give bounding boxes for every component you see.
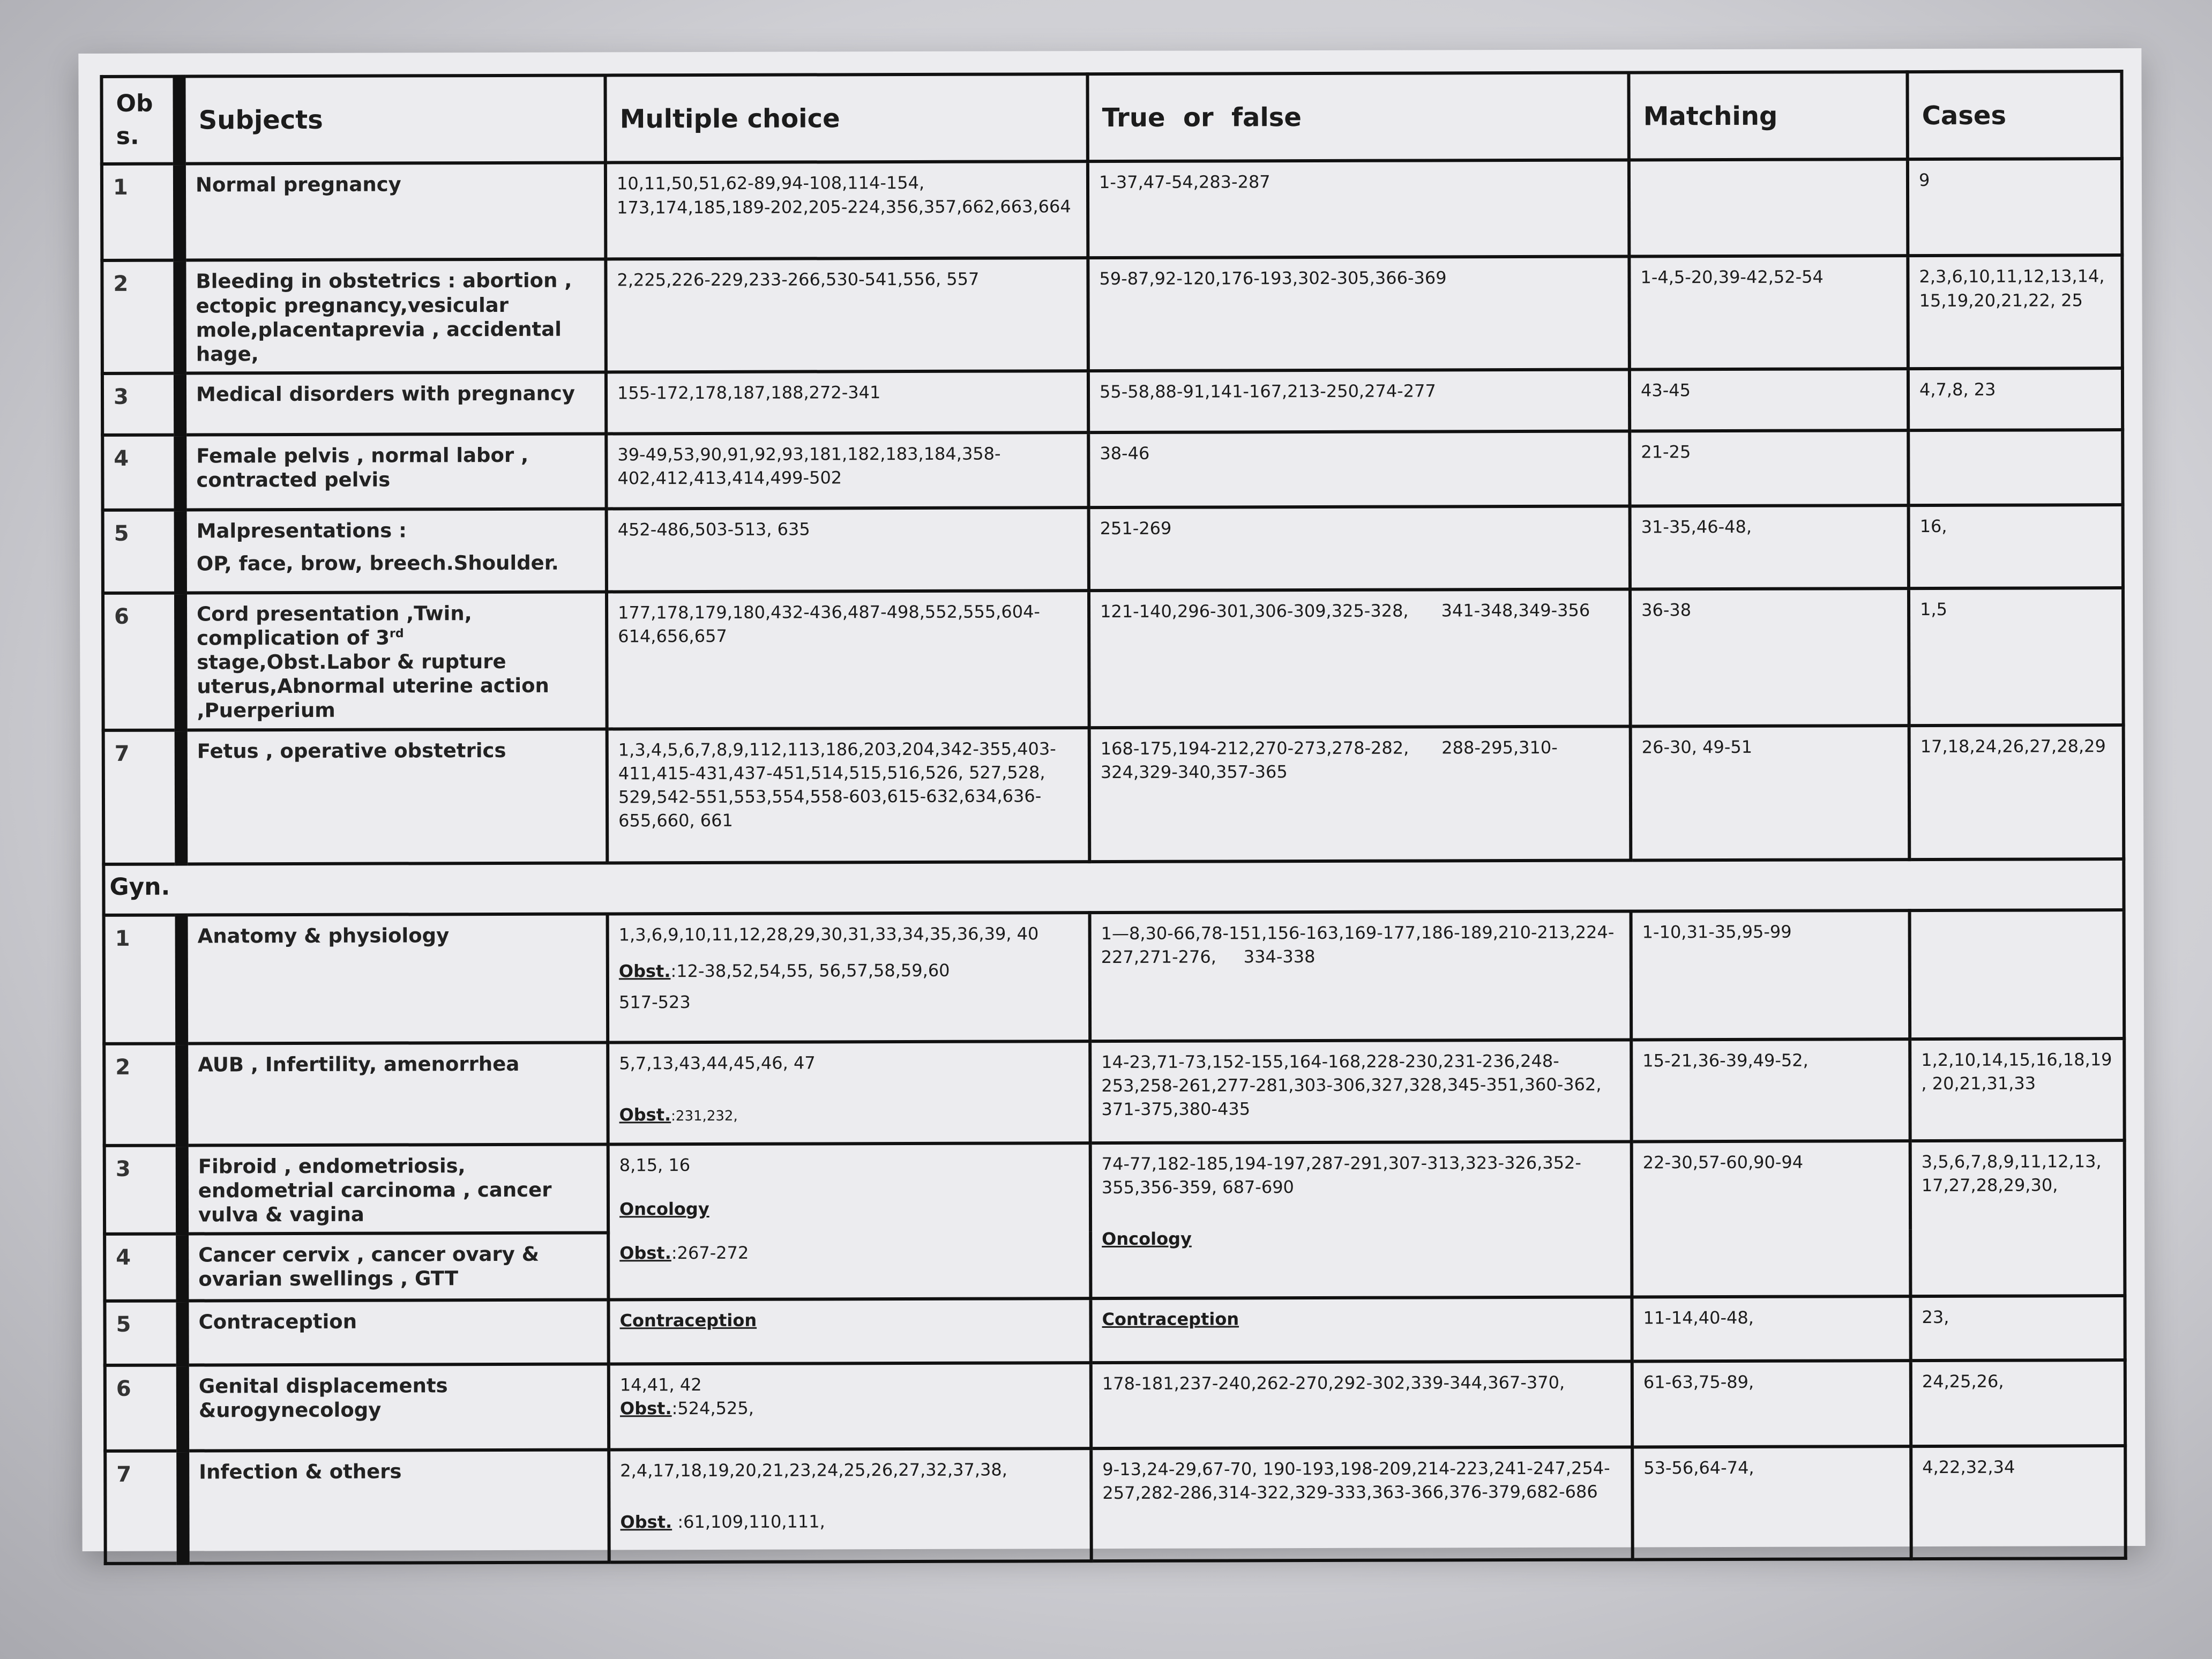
subject-cell — [181, 592, 607, 730]
matching-cell: 1-10,31-35,95-99 — [1631, 910, 1910, 1040]
tf-cell: 55-58,88-91,141-167,213-250,274-277 — [1088, 369, 1630, 432]
table-row — [105, 1446, 2126, 1564]
matching-cell: 21-25 — [1630, 430, 1908, 506]
subject-cell: AUB , Infertility, amenorrhea — [182, 1042, 608, 1145]
subject-cell: Normal pregnancy — [180, 163, 606, 260]
table-row — [103, 588, 2124, 730]
mcq-text: 1,3,6,9,10,11,12,28,29,30,31,33,34,35,36,39, 40 — [618, 923, 1039, 945]
subject-cell: Infection & others — [183, 1449, 609, 1563]
cases-cell: 1,2,10,14,15,16,18,19 , 20,21,31,33 — [1910, 1038, 2124, 1141]
subject-cell: Fibroid , endometriosis, endometrial carcinoma , cancer vulva & vagina — [182, 1144, 608, 1234]
subject-cell: Female pelvis , normal labor , contracted pelvis — [180, 434, 606, 510]
row-number: 5 — [104, 1301, 182, 1365]
obst-line — [620, 1509, 1080, 1534]
mcq-cell: 2,225,226-229,233-266,530-541,556, 557 — [606, 258, 1088, 372]
row-number: 6 — [105, 1365, 183, 1451]
mcq-cell — [608, 1041, 1090, 1144]
mcq-text: 2,4,17,18,19,20,21,23,24,25,26,27,32,37,38, — [620, 1459, 1007, 1481]
mcq-cell — [609, 1448, 1092, 1562]
table-row — [103, 505, 2123, 593]
subject-line: OP, face, brow, breech.Shoulder. — [196, 551, 559, 576]
tf-cell: 1—8,30-66,78-151,156-163,169-177,186-189,210-213,224-227,271-276, 334-338 — [1090, 911, 1632, 1041]
mcq-cell: 177,178,179,180,432-436,487-498,552,555,604-614,656,657 — [607, 591, 1089, 729]
header-mcq: Multiple choice — [605, 74, 1087, 163]
obst-values: :524,525, — [671, 1398, 754, 1419]
obst-label: Obst. — [619, 1398, 672, 1419]
matching-cell: 22-30,57-60,90-94 — [1632, 1141, 1911, 1297]
tf-cell — [1090, 1141, 1632, 1298]
table-row — [102, 368, 2123, 435]
spacer — [619, 1074, 1079, 1103]
matching-cell: 11-14,40-48, — [1632, 1296, 1910, 1361]
tf-cell: 38-46 — [1088, 431, 1630, 507]
obst-values: :12-38,52,54,55, 56,57,58,59,60 — [670, 960, 950, 981]
cases-cell: 17,18,24,26,27,28,29 — [1909, 725, 2124, 860]
obst-line — [619, 958, 1079, 983]
oncology-label: Oncology — [1102, 1228, 1192, 1249]
cases-cell — [1910, 910, 2125, 1039]
row-number: 4 — [104, 1234, 182, 1301]
mcq-cell: 39-49,53,90,91,92,93,181,182,183,184,358-402,412,413,414,499-502 — [606, 432, 1088, 509]
subject-cell: Contraception — [182, 1299, 608, 1365]
subject-cell: Anatomy & physiology — [182, 914, 608, 1043]
superscript: rd — [389, 627, 404, 641]
row-number: 5 — [103, 510, 181, 593]
table-row — [104, 1296, 2125, 1365]
gyn-section-label: Gyn. — [103, 864, 181, 915]
tf-cell: 168-175,194-212,270-273,278-282, 288-295,310-324,329-340,357-365 — [1089, 726, 1631, 862]
mcq-cell — [608, 1143, 1091, 1300]
tf-cell: 1-37,47-54,283-287 — [1088, 160, 1629, 258]
mcq-cell: 1,3,4,5,6,7,8,9,112,113,186,203,204,342-355,403-411,415-431,437-451,514,515,516,526, 527,528, 529,542-551,553,554,558-603,615-632,634,636-655,660, 661 — [607, 728, 1090, 863]
matching-cell — [1629, 160, 1908, 257]
cases-cell: 4,7,8, 23 — [1908, 368, 2123, 430]
row-number: 2 — [104, 1043, 182, 1145]
spacer — [619, 1220, 1079, 1241]
table-row — [102, 255, 2123, 373]
matching-cell: 43-45 — [1630, 369, 1908, 431]
header-obs: Obs. — [101, 77, 179, 165]
row-number: 1 — [102, 164, 180, 260]
subject-cell: Bleeding in obstetrics : abortion , ectopic pregnancy,vesicular mole,placentaprevia , accidental hage, — [180, 259, 606, 373]
subject-cell — [181, 509, 607, 593]
contraception-label: Contraception — [619, 1310, 757, 1331]
obst-values: :61,109,110,111, — [672, 1511, 825, 1533]
gyn-section-band — [181, 859, 2124, 915]
mcq-text: 5,7,13,43,44,45,46, 47 — [619, 1052, 816, 1073]
oncology-label: Oncology — [619, 1198, 709, 1220]
obst-values: :231,232, — [671, 1108, 738, 1124]
row-number: 1 — [104, 915, 182, 1043]
mcq-cell: 10,11,50,51,62-89,94-108,114-154, 173,174,185,189-202,205-224,356,357,662,663,664 — [606, 162, 1088, 259]
matching-cell: 53-56,64-74, — [1632, 1446, 1911, 1559]
table-row — [102, 159, 2122, 260]
obst-values: :267-272 — [671, 1242, 749, 1264]
subject-line: Malpresentations : — [196, 519, 407, 543]
subject-text: stage,Obst.Labor & rupture uterus,Abnormal uterine action ,Puerperium — [197, 650, 549, 722]
row-number: 7 — [105, 1451, 183, 1563]
cases-cell: 24,25,26, — [1911, 1360, 2125, 1446]
row-number: 2 — [102, 260, 180, 373]
tf-cell: 121-140,296-301,306-309,325-328, 341-348,349-356 — [1089, 589, 1631, 727]
matching-cell: 1-4,5-20,39-42,52-54 — [1629, 256, 1908, 370]
header-subjects: Subjects — [179, 75, 605, 164]
matching-cell: 61-63,75-89, — [1632, 1361, 1911, 1447]
mcq-text: 14,41, 42 — [619, 1374, 702, 1395]
subject-cell: Cancer cervix , cancer ovary & ovarian swellings , GTT — [182, 1232, 608, 1301]
tf-cell: 59-87,92-120,176-193,302-305,366-369 — [1088, 257, 1630, 371]
table-row — [104, 1038, 2124, 1146]
tf-cell: 9-13,24-29,67-70, 190-193,198-209,214-223,241-247,254-257,282-286,314-322,329-333,363-366,376-379,682-686 — [1091, 1447, 1633, 1561]
header-row — [101, 71, 2121, 164]
obst-label: Obst. — [618, 960, 671, 982]
cases-cell: 23, — [1910, 1296, 2125, 1361]
cases-cell — [1908, 430, 2123, 505]
obst-line — [619, 1240, 1079, 1265]
cases-cell: 3,5,6,7,8,9,11,12,13, 17,27,28,29,30, — [1910, 1140, 2125, 1296]
table-row — [105, 1360, 2125, 1451]
mcq-cell — [608, 913, 1090, 1042]
tf-cell — [1090, 1297, 1632, 1363]
obst-label: Obst. — [619, 1243, 671, 1264]
header-cases: Cases — [1907, 71, 2121, 159]
table-row — [103, 725, 2124, 864]
subject-cell: Fetus , operative obstetrics — [181, 729, 608, 864]
cases-cell: 16, — [1909, 505, 2123, 588]
mcq-text: 8,15, 16 — [619, 1154, 691, 1175]
matching-cell: 36-38 — [1630, 588, 1909, 726]
row-number: 3 — [104, 1145, 182, 1234]
subject-cell: Medical disorders with pregnancy — [180, 372, 606, 435]
table-row — [104, 1140, 2125, 1234]
obst-label: Obst. — [619, 1104, 671, 1125]
obst-line — [619, 1102, 1079, 1126]
mcq-cell — [609, 1363, 1091, 1449]
matching-cell: 15-21,36-39,49-52, — [1631, 1039, 1910, 1141]
matching-cell: 26-30, 49-51 — [1631, 726, 1910, 860]
header-true-false: True or false — [1087, 72, 1628, 161]
cases-cell: 2,3,6,10,11,12,13,14, 15,19,20,21,22, 25 — [1908, 255, 2123, 369]
mcq-cell: 452-486,503-513, 635 — [607, 507, 1089, 592]
cases-cell: 4,22,32,34 — [1911, 1446, 2126, 1559]
row-number: 3 — [102, 373, 180, 435]
cases-cell: 1,5 — [1909, 588, 2124, 726]
tf-cell: 251-269 — [1089, 506, 1630, 591]
table-row — [102, 430, 2123, 510]
obst-line — [620, 1395, 1080, 1420]
subject-cell: Genital displacements &urogynecology — [183, 1364, 609, 1451]
tf-cell: 14-23,71-73,152-155,164-168,228-230,231-236,248-253,258-261,277-281,303-306,327,328,345-351,360-362, 371-375,380-435 — [1090, 1040, 1631, 1143]
mcq-cell: 155-172,178,187,188,272-341 — [606, 371, 1088, 434]
obst-label: Obst. — [620, 1512, 672, 1533]
cases-cell: 9 — [1908, 159, 2122, 256]
row-number: 7 — [103, 730, 182, 864]
mcq-text: 517-523 — [618, 991, 691, 1013]
tf-cell: 178-181,237-240,262-270,292-302,339-344,367-370, — [1091, 1361, 1632, 1448]
row-number: 4 — [102, 435, 180, 510]
header-matching: Matching — [1628, 72, 1907, 160]
printed-sheet — [78, 48, 2145, 1551]
matching-cell: 31-35,46-48, — [1630, 505, 1909, 589]
table-row — [104, 910, 2125, 1044]
contraception-label: Contraception — [1102, 1309, 1239, 1329]
spacer — [620, 1481, 1080, 1510]
section-header-row — [103, 859, 2124, 915]
mcq-cell — [608, 1298, 1090, 1364]
row-number: 6 — [103, 593, 181, 730]
tf-text: 74-77,182-185,194-197,287-291,307-313,323-326,352-355,356-359, 687-690 — [1101, 1152, 1581, 1198]
syllabus-table — [100, 70, 2127, 1565]
spacer — [1102, 1198, 1620, 1227]
spacer — [619, 1176, 1079, 1197]
subject-text: Cord presentation ,Twin, complication of 3 — [197, 602, 472, 650]
